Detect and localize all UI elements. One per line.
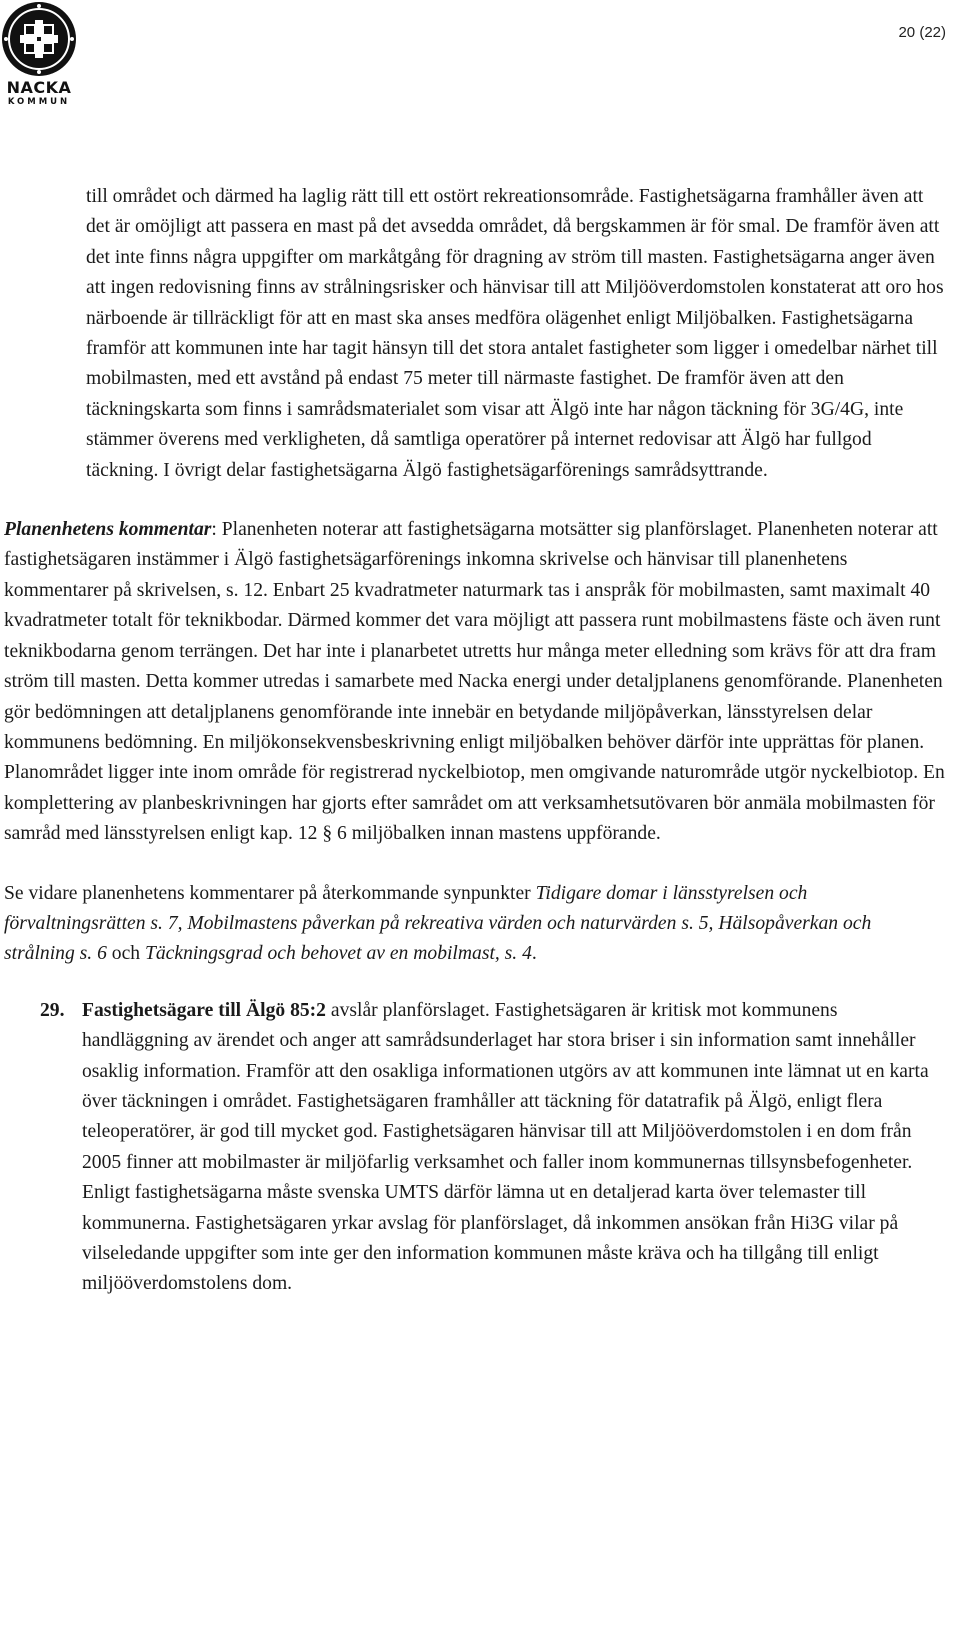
reference-end: . <box>531 943 537 965</box>
logo-name: NACKA <box>6 78 72 97</box>
logo-subtitle: KOMMUN <box>7 97 71 107</box>
numbered-item <box>4 996 960 1300</box>
item-title: Fastighetsägare till Älgö 85:2 <box>82 999 326 1021</box>
paragraph-continued: till området och därmed ha laglig rätt till ett ostört rekreationsområde. Fastighetsägarna framhåller även att det är omöjligt att passera en mast på det avsedda området, då bergskammen är för smal. De framför även att det inte finns några uppgifter om markåtgång för dragning av ström till masten. Fastighetsägarna anger även att ingen redovisning finns av strålningsrisker och hänvisar till att Miljööverdomstolen konstaterat att oro hos närboende är tillräckligt för att en mast ska anses medföra olägenhet enligt Miljöbalken. Fastighetsägarna framför att kommunen inte har tagit hänsyn till det stora antalet fastigheter som ligger i omedelbar närhet till mobilmasten, med ett avstånd på endast 75 meter till närmaste fastighet. De framför även att den täckningskarta som finns i samrådsmaterialet som visar att Älgö inte har någon täckning för 3G/4G, inte stämmer överens med verkligheten, då samtliga operatörer på internet redovisar att Älgö har fullgod täckning. I övrigt delar fastighetsägarna Älgö fastighetsägarförenings samrådsyttrande. <box>86 186 944 481</box>
item-number: 29. <box>40 999 65 1021</box>
comment-text: : Planenheten noterar att fastighetsägarna motsätter sig planförslaget. Planenheten noterar att fastighetsägaren instämmer i Älgö fastighetsägarförenings inkomna skrivelse och hänvisar till planenhetens kommentarer på skrivelsen, s. 12. Enbart 25 kvadratmeter naturmark tas i anspråk för mobilmasten, samt maximalt 40 kvadratmeter totalt för teknikbodar. Därmed kommer det vara möjligt att passera runt mobilmastens fäste och även runt teknikbodarna genom terrängen. Det har inte i planarbetet utretts hur många meter elledning som krävs för att dra fram ström till masten. Detta kommer utredas i samarbete med Nacka energi under detaljplanens genomförande. Planenheten gör bedömningen att detaljplanens genomförande inte innebär en betydande miljöpåverkan, länsstyrelsen delar kommunens bedömning. En miljökonsekvensbeskrivning enligt miljöbalken behöver därför inte upprättas för planen. Planområdet ligger inte inom område för registrerad nyckelbiotop, men omgivande naturområde utgör nyckelbiotop. En komplettering av planbeskrivningen har gjorts efter samrådet om att verksamhetsutövaren bör anmäla mobilmasten för samråd med länsstyrelsen enligt kap. 12 § 6 miljöbalken innan mastens uppförande. <box>4 519 945 845</box>
reference-and: och <box>106 943 145 965</box>
planning-comment <box>4 515 960 849</box>
reference-topics: Tidigare domar i länsstyrelsen och förvaltningsrätten s. 7, Mobilmastens påverkan på rekreativa värden och naturvärden s. 5, Hälsopåverkan och strålning s. 6 <box>4 882 872 965</box>
nacka-emblem-icon <box>0 0 78 78</box>
nacka-logo <box>0 0 80 115</box>
reference-paragraph <box>4 879 960 970</box>
document-body <box>4 182 960 1300</box>
item-text: avslår planförslaget. Fastighetsägaren är kritisk mot kommunens handläggning av ärendet och anger att samrådsunderlaget har stora briser i sin information samt innehåller osaklig information. Framför att den osakliga informationen utgörs av att kommunen inte lämnat ut en karta över täckningen i området. Fastighetsägaren framhåller att täckning för datatrafik på Älgö, enligt flera teleoperatörer, är god till mycket god. Fastighetsägaren hänvisar till att Miljööverdomstolen i en dom från 2005 finner att mobilmaster är miljöfarlig verksamhet och faller inom kommunernas tillsynsbefogenheter. Enligt fastighetsägarna måste svenska UMTS därför lämna ut en detaljerad karta över telemaster till kommunerna. Fastighetsägaren yrkar avslag för planförslaget, då inkommen ansökan från Hi3G vilar på vilseledande uppgifter som inte ger den information kommunen måste kräva och ha tillgång till enligt miljööverdomstolens dom. <box>82 999 929 1295</box>
comment-label: Planenhetens kommentar <box>4 519 212 541</box>
reference-intro: Se vidare planenhetens kommentarer på återkommande synpunkter <box>4 882 536 904</box>
page-number: 20 (22) <box>898 24 946 41</box>
reference-coverage: Täckningsgrad och behovet av en mobilmast, s. 4 <box>144 943 532 965</box>
